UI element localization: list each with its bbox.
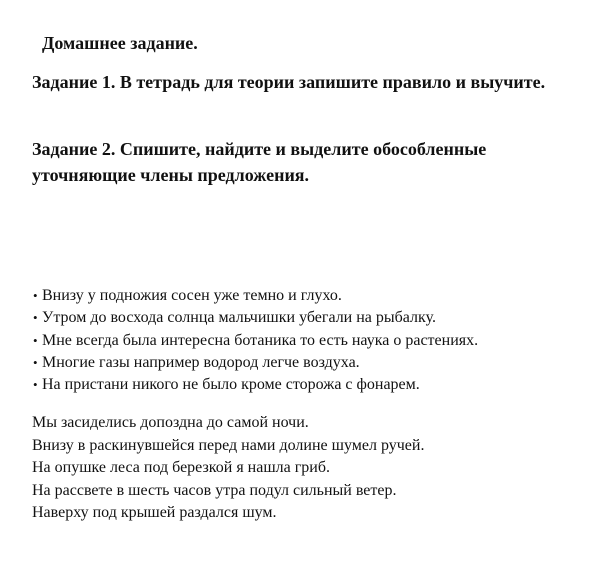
bullet-icon: • [33,310,38,326]
sentence-item: Мы засиделись допоздна до самой ночи. [32,414,309,431]
bullet-item [33,352,478,374]
task-2-heading-line-1: Задание 2. Спишите, найдите и выделите обособленные [32,139,487,159]
bulleted-sentence-list [33,285,478,396]
sentence-item: На рассвете в шесть часов утра подул сильный ветер. [32,481,397,499]
bullet-icon: • [33,354,38,370]
bullet-text: Утром до восхода солнца мальчишки убегали на рыбалку. [42,309,436,327]
sentence-item: Внизу в раскинувшейся перед нами долине шумел ручей. [32,436,425,454]
sentence-list [32,412,424,525]
bullet-item [33,330,478,352]
bullet-item [33,307,478,329]
bullet-text: Многие газы например водород легче воздуха. [42,353,360,371]
bullet-icon: • [33,288,38,303]
sentence-item: Наверху под крышей раздался шум. [32,504,277,522]
bullet-item [33,374,478,396]
page-title: Домашнее задание. [42,33,198,53]
bullet-icon: • [33,332,38,348]
task-2-heading-line-2: уточняющие члены предложения. [32,165,310,185]
task-1-heading: Задание 1. В тетрадь для теории запишите правило и выучите. [32,72,546,92]
bullet-text: На пристани никого не было кроме сторожа с фонарем. [42,376,420,394]
bullet-item [33,285,478,307]
bullet-text: Внизу у подножия сосен уже темно и глухо. [42,287,342,304]
bullet-text: Мне всегда была интересна ботаника то есть наука о растениях. [42,331,479,349]
bullet-icon: • [33,377,38,393]
sentence-item: На опушке леса под березкой я нашла гриб. [32,459,331,477]
